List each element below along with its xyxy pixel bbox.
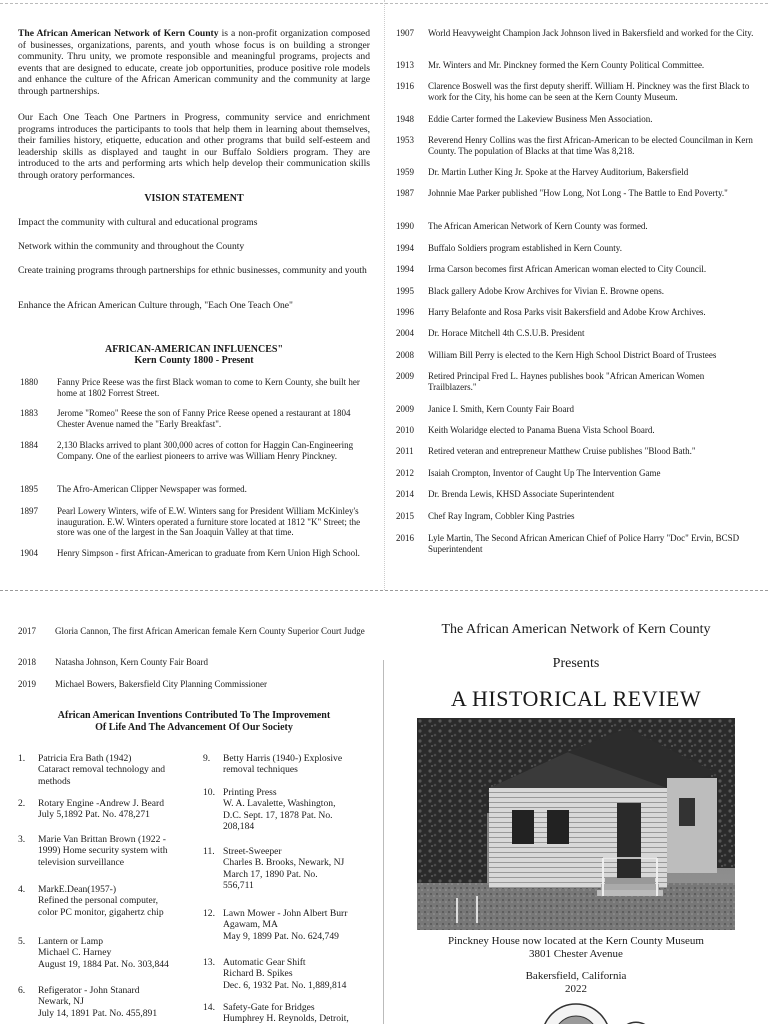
timeline-year: 2004 <box>396 328 414 338</box>
invention-line: Rotary Engine -Andrew J. Beard <box>38 798 165 809</box>
timeline-year: 1880 <box>20 377 38 387</box>
fold-line-vertical-top <box>384 0 385 590</box>
photo-caption: Pinckney House now located at the Kern County Museum <box>447 935 704 947</box>
timeline-year: 2011 <box>396 446 414 456</box>
timeline-year: 2019 <box>18 679 36 689</box>
invention-line: Refined the personal computer, <box>38 895 159 907</box>
cover-org-name: The African American Network of Kern County <box>441 622 711 637</box>
invention-line: Agawam, MA <box>223 919 278 931</box>
org-name: The African American Network of Kern County <box>18 28 219 39</box>
invention-number: 3. <box>18 834 26 845</box>
cover-presents: Presents <box>552 656 600 671</box>
invention-line: Richard B. Spikes <box>223 968 293 980</box>
invention-number: 6. <box>18 985 26 996</box>
timeline-text: Retired veteran and entrepreneur Matthew Cruise publishes "Blood Bath." <box>428 446 696 456</box>
timeline-text: Isaiah Crompton, Inventor of Caught Up The Intervention Game <box>428 468 661 478</box>
timeline-year: 1990 <box>396 221 414 231</box>
invention-line: Michael C. Harney <box>38 947 112 959</box>
invention-number: 5. <box>18 936 26 947</box>
timeline-year: 1959 <box>396 167 414 177</box>
vision-item: Network within the community and throughout the County <box>18 241 245 252</box>
invention-line: Betty Harris (1940-) Explosive <box>223 753 343 764</box>
invention-line: Dec. 6, 1932 Pat. No. 1,889,814 <box>223 979 347 991</box>
inventions-heading <box>18 710 370 734</box>
timeline-text: Johnnie Mae Parker published "How Long, Not Long - The Battle to End Poverty." <box>428 188 728 198</box>
invention-line: Humphrey H. Reynolds, Detroit, <box>223 1013 349 1024</box>
invention-number: 13. <box>203 957 215 968</box>
organization-seal-icon <box>539 998 613 1024</box>
timeline-text: Dr. Brenda Lewis, KHSD Associate Superintendent <box>428 489 615 499</box>
timeline-text: Dr. Horace Mitchell 4th C.S.U.B. President <box>428 328 585 338</box>
timeline-text: Retired Principal Fred L. Haynes publishes book "African American Women Trailblazers." <box>428 371 705 392</box>
invention-line: 1999) Home security system with <box>38 845 168 857</box>
timeline-text: Black gallery Adobe Krow Archives for Vivian E. Browne opens. <box>428 286 664 296</box>
timeline-text: World Heavyweight Champion Jack Johnson lived in Bakersfield and worked for the City. <box>428 28 754 38</box>
invention-number: 4. <box>18 884 26 895</box>
timeline-year: 2008 <box>396 350 414 360</box>
invention-line: Street-Sweeper <box>223 846 282 857</box>
invention-line: color PC monitor, gigahertz chip <box>38 906 164 918</box>
timeline-year: 1994 <box>396 264 414 274</box>
timeline-year: 1916 <box>396 81 414 91</box>
photo-caption-address: 3801 Chester Avenue <box>529 948 623 960</box>
invention-number: 14. <box>203 1002 215 1013</box>
timeline-year: 1948 <box>396 114 414 124</box>
invention-number: 9. <box>203 753 211 764</box>
invention-line: Lawn Mower - John Albert Burr <box>223 908 348 919</box>
timeline-year: 1953 <box>396 135 414 145</box>
timeline-panel <box>384 0 768 590</box>
timeline-text: Pearl Lowery Winters, wife of E.W. Winters sang for President William McKinley's inauguration. E.W. Winters operated a furniture store located at 1812 "K" Street; the store was one of the largest in the San Joaquin Valley at that time. <box>57 506 361 538</box>
invention-line: methods <box>38 775 71 787</box>
timeline-text: Gloria Cannon, The first African American female Kern County Superior Court Judge <box>55 626 365 636</box>
invention-number: 11. <box>203 846 215 857</box>
invention-line: D.C. Sept. 17, 1878 Pat. No. <box>223 809 333 821</box>
invention-line: Refigerator - John Stanard <box>38 985 140 996</box>
invention-line: 208,184 <box>223 821 255 833</box>
intro-paragraph-1-text: is a non-profit organization composed of businesses, organizations, parents, and youth whose focus is on building a stronger community. Thru unity, we promote responsible and meaningful programs, projects and events that are designed to educate, create job opportunities, produce positive role models and enhance the culture of the African American community and the community at large through partnerships. <box>18 28 370 97</box>
timeline-text: Keith Wolaridge elected to Panama Buena Vista School Board. <box>428 425 655 435</box>
timeline-text: Fanny Price Reese was the first Black woman to come to Kern County, she built her home at 1802 Forrest Street. <box>57 377 360 398</box>
timeline-text: Henry Simpson - first African-American to graduate from Kern Union High School. <box>57 548 360 558</box>
timeline-year: 2014 <box>396 489 414 499</box>
invention-line: May 9, 1899 Pat. No. 624,749 <box>223 930 339 942</box>
invention-line: Printing Press <box>223 787 277 798</box>
invention-line: Automatic Gear Shift <box>223 957 306 968</box>
invention-line: MarkE.Dean(1957-) <box>38 884 117 895</box>
invention-line: Patricia Era Bath (1942) <box>38 753 132 764</box>
timeline-year: 2009 <box>396 404 414 414</box>
vision-item: Impact the community with cultural and educational programs <box>18 217 258 228</box>
cover-year: 2022 <box>565 983 587 995</box>
invention-number: 10. <box>203 787 215 798</box>
inventions-heading-line-1: African American Inventions Contributed To The Improvement <box>57 710 331 721</box>
intro-panel <box>0 0 384 590</box>
invention-line: August 19, 1884 Pat. No. 303,844 <box>38 958 169 970</box>
inventions-heading-line-2: Of Life And The Advancement Of Our Society <box>95 722 293 733</box>
timeline-text: Eddie Carter formed the Lakeview Business Men Association. <box>428 114 653 124</box>
timeline-text: Harry Belafonte and Rosa Parks visit Bakersfield and Adobe Krow Archives. <box>428 307 706 317</box>
inventions-panel <box>0 590 384 1024</box>
timeline-year: 2016 <box>396 533 414 543</box>
timeline-year: 2012 <box>396 468 414 478</box>
invention-line: Lantern or Lamp <box>38 936 103 947</box>
timeline-year: 1884 <box>20 440 38 450</box>
cover-city: Bakersfield, California <box>525 970 627 982</box>
timeline-text: Irma Carson becomes first African American woman elected to City Council. <box>428 264 707 274</box>
invention-line: March 17, 1890 Pat. No. <box>223 868 318 880</box>
invention-line: 556,711 <box>223 880 254 892</box>
timeline-year: 1987 <box>396 188 414 198</box>
timeline-year: 1994 <box>396 243 414 253</box>
invention-number: 12. <box>203 908 215 919</box>
pinckney-house-photo <box>417 718 735 930</box>
influences-subheading: Kern County 1800 - Present <box>134 355 254 366</box>
vision-item: Enhance the African American Culture through, "Each One Teach One" <box>18 300 293 311</box>
invention-line: Newark, NJ <box>38 996 84 1008</box>
timeline-year: 1995 <box>396 286 414 296</box>
timeline-text: 2,130 Blacks arrived to plant 300,000 acres of cotton for Haggin Can-Engineering Company. One of the earliest pioneers to arrive was William Henry Pinckney. <box>57 440 354 461</box>
timeline-year: 2009 <box>396 371 414 381</box>
timeline-year: 1907 <box>396 28 414 38</box>
timeline-text: The Afro-American Clipper Newspaper was formed. <box>57 484 247 494</box>
timeline-year: 2017 <box>18 626 36 636</box>
cover-heading: A HISTORICAL REVIEW <box>450 686 702 711</box>
timeline-text: Clarence Boswell was the first deputy sheriff. William H. Pinckney was the first Black to work for the City, his home can be seen at the Kern County Museum. <box>428 81 750 102</box>
invention-line: Marie Van Brittan Brown (1922 - <box>38 834 166 845</box>
invention-number: 1. <box>18 753 26 764</box>
timeline-text: Reverend Henry Collins was the first African-American to be elected Councilman in Kern County. The population of Blacks at that time Was 8,218. <box>428 135 753 156</box>
timeline-text: Lyle Martin, The Second African American Chief of Police Harry "Doc" Ervin, BCSD Superintendent <box>428 533 740 554</box>
invention-line: removal techniques <box>223 764 298 776</box>
invention-line: W. A. Lavalette, Washington, <box>223 798 336 810</box>
vision-heading: VISION STATEMENT <box>144 193 244 204</box>
timeline-year: 2018 <box>18 657 36 667</box>
timeline-year: 2010 <box>396 425 414 435</box>
timeline-text: Jerome "Romeo" Reese the son of Fanny Price Reese opened a restaurant at 1804 Chester Avenue named the "Early Breakfast". <box>57 408 351 429</box>
intro-paragraph-1 <box>18 28 370 98</box>
timeline-year: 1996 <box>396 307 414 317</box>
influences-heading: AFRICAN-AMERICAN INFLUENCES" <box>104 344 284 355</box>
partner-seal-icon <box>616 1002 656 1024</box>
timeline-text: The African American Network of Kern County was formed. <box>428 221 648 231</box>
invention-line: television surveillance <box>38 856 125 868</box>
timeline-text: Dr. Martin Luther King Jr. Spoke at the Harvey Auditorium, Bakersfield <box>428 167 689 177</box>
timeline-text: Janice I. Smith, Kern County Fair Board <box>428 404 574 414</box>
timeline-year: 1895 <box>20 484 38 494</box>
timeline-text: William Bill Perry is elected to the Kern High School District Board of Trustees <box>428 350 717 360</box>
invention-line: July 5,1892 Pat. No. 478,271 <box>38 809 150 821</box>
timeline-text: Buffalo Soldiers program established in Kern County. <box>428 243 622 253</box>
timeline-year: 1904 <box>20 548 38 558</box>
invention-line: Charles B. Brooks, Newark, NJ <box>223 857 345 869</box>
timeline-year: 1897 <box>20 506 38 516</box>
cover-panel <box>384 590 768 1024</box>
timeline-year: 1883 <box>20 408 38 418</box>
timeline-text: Natasha Johnson, Kern County Fair Board <box>55 657 208 667</box>
invention-line: July 14, 1891 Pat. No. 455,891 <box>38 1007 158 1019</box>
intro-paragraph-2: Our Each One Teach One Partners in Progress, community service and enrichment programs introduces the participants to tools that help them in learning about themselves, their families history, etiquette, education and other programs that build self-esteem and leadership skills as displayed and taught in our Buffalo Soldiers program. They are introduced to the arts and performing arts which help develop their communication skills through oratory performances. <box>18 112 370 181</box>
vision-item: Create training programs through partnerships for ethnic businesses, community and youth <box>18 265 367 276</box>
timeline-text: Mr. Winters and Mr. Pinckney formed the Kern County Political Committee. <box>428 60 705 70</box>
invention-line: Safety-Gate for Bridges <box>223 1002 315 1013</box>
timeline-year: 2015 <box>396 511 414 521</box>
timeline-text: Chef Ray Ingram, Cobbler King Pastries <box>428 511 575 521</box>
invention-line: Cataract removal technology and <box>38 764 166 776</box>
invention-number: 2. <box>18 798 26 809</box>
timeline-text: Michael Bowers, Bakersfield City Planning Commissioner <box>55 679 267 689</box>
timeline-year: 1913 <box>396 60 414 70</box>
